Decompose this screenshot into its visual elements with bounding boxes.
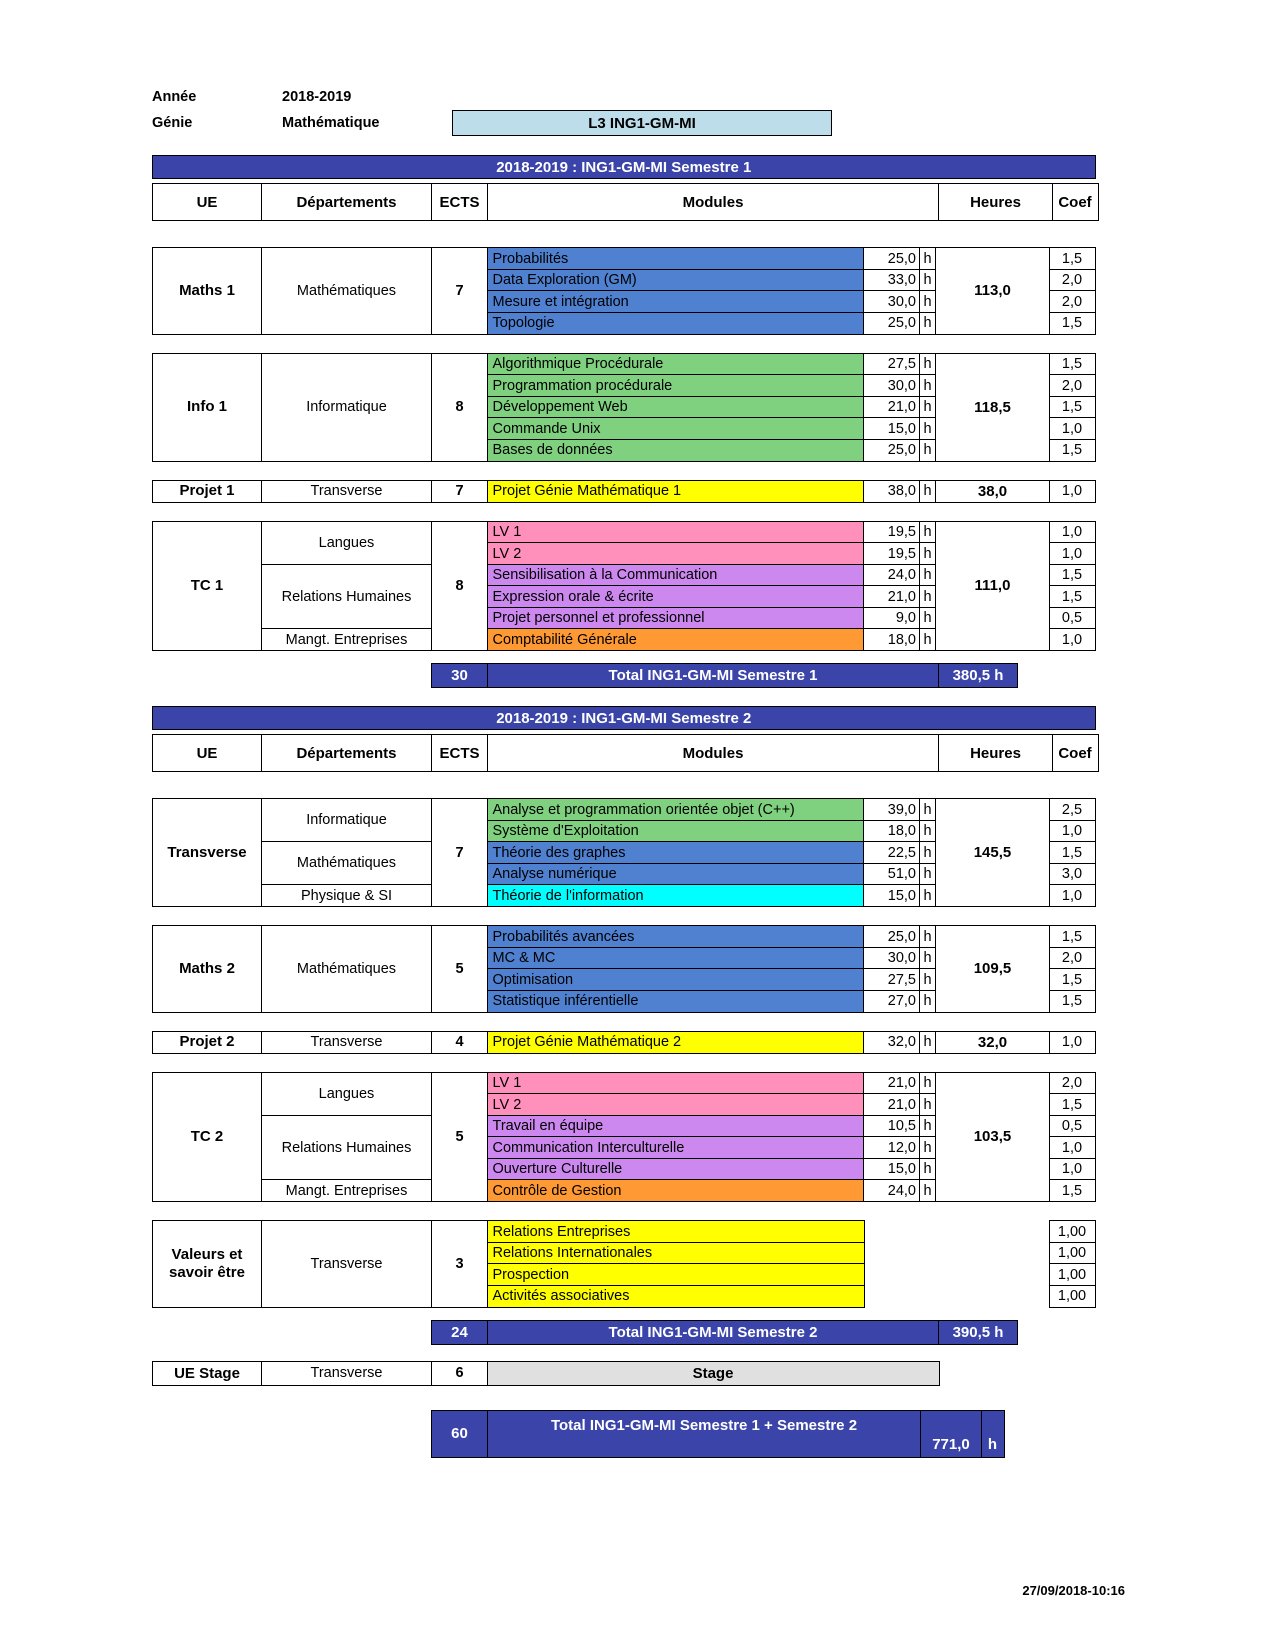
coef-cell: 2,5	[1049, 798, 1096, 821]
column-header-ue: UE	[152, 734, 262, 772]
departements-column	[261, 1031, 433, 1054]
coef-cell: 1,00	[1049, 1220, 1096, 1243]
module-hours-unit: h	[919, 863, 937, 886]
semester1-total	[431, 663, 1018, 688]
module-hours: 19,5	[863, 542, 920, 565]
departement-cell: Physique & SI	[261, 884, 433, 907]
module-name: Relations Internationales	[487, 1242, 865, 1265]
coef-column	[1049, 247, 1096, 335]
module-hours-unit: h	[919, 585, 937, 608]
departements-column	[261, 353, 433, 462]
module-hours-unit: h	[919, 1158, 937, 1181]
column-header-coef: Coef	[1052, 183, 1099, 221]
coef-cell: 1,5	[1049, 585, 1096, 608]
ects-cell: 3	[431, 1220, 488, 1308]
module-hours: 21,0	[863, 585, 920, 608]
modules-column	[487, 798, 937, 907]
module-row	[487, 628, 937, 651]
coef-cell: 1,5	[1049, 1179, 1096, 1202]
coef-column	[1049, 1072, 1096, 1203]
ects-cell: 7	[431, 480, 488, 503]
module-hours: 21,0	[863, 1072, 920, 1095]
module-hours-unit: h	[919, 417, 937, 440]
module-hours-unit: h	[919, 396, 937, 419]
coef-cell: 2,0	[1049, 1072, 1096, 1095]
coef-cell: 1,5	[1049, 312, 1096, 335]
block-total-hours: 145,5	[935, 798, 1050, 907]
module-name: Commande Unix	[487, 417, 865, 440]
ects-cell: 8	[431, 521, 488, 652]
module-hours-unit: h	[919, 374, 937, 397]
module-row	[487, 290, 937, 313]
total-hours: 390,5 h	[938, 1320, 1018, 1345]
column-header-heures: Heures	[938, 734, 1053, 772]
module-hours: 51,0	[863, 863, 920, 886]
module-row	[487, 925, 937, 948]
module-row	[487, 863, 937, 886]
grand-total-hours-unit: h	[981, 1410, 1005, 1458]
ue-name-cell: Maths 1	[152, 247, 262, 335]
coef-cell: 1,0	[1049, 542, 1096, 565]
coef-column	[1049, 798, 1096, 907]
module-row	[487, 1031, 937, 1054]
module-row	[487, 1093, 937, 1116]
coef-column	[1049, 1220, 1096, 1308]
column-header-coef: Coef	[1052, 734, 1099, 772]
coef-cell: 3,0	[1049, 863, 1096, 886]
coef-cell: 2,0	[1049, 947, 1096, 970]
ue-name-cell: Projet 1	[152, 480, 262, 503]
column-header-ue: UE	[152, 183, 262, 221]
modules-column	[487, 521, 937, 652]
module-name: Probabilités	[487, 247, 865, 270]
module-hours-unit: h	[919, 607, 937, 630]
module-row	[487, 1179, 937, 1202]
coef-cell: 1,0	[1049, 417, 1096, 440]
document-header	[152, 84, 1082, 136]
stage-row	[152, 1361, 940, 1386]
filiere-label: Génie	[152, 115, 193, 131]
module-hours: 21,0	[863, 396, 920, 419]
departement-cell: Relations Humaines	[261, 564, 433, 630]
module-name: Ouverture Culturelle	[487, 1158, 865, 1181]
module-name: Probabilités avancées	[487, 925, 865, 948]
block-total-hours: 32,0	[935, 1031, 1050, 1054]
module-row	[487, 968, 937, 991]
module-hours: 27,5	[863, 968, 920, 991]
total-label: Total ING1-GM-MI Semestre 2	[487, 1320, 940, 1345]
column-header-departements: Départements	[261, 183, 433, 221]
ue-name-cell: TC 2	[152, 1072, 262, 1203]
module-hours-unit: h	[919, 1115, 937, 1138]
semester2-total	[431, 1320, 1018, 1345]
module-row	[487, 1263, 937, 1286]
grand-total-hours: 771,0	[920, 1410, 982, 1458]
module-hours-unit: h	[919, 968, 937, 991]
departement-cell: Langues	[261, 521, 433, 566]
departement-cell: Mangt. Entreprises	[261, 1179, 433, 1202]
departements-column	[261, 521, 433, 652]
departements-column	[261, 925, 433, 1013]
module-name: Algorithmique Procédurale	[487, 353, 865, 376]
module-hours-unit: h	[919, 312, 937, 335]
module-hours-unit: h	[919, 1179, 937, 1202]
coef-cell: 1,00	[1049, 1242, 1096, 1265]
grand-total-label: Total ING1-GM-MI Semestre 1 + Semestre 2	[487, 1410, 922, 1458]
module-hours-unit: h	[919, 841, 937, 864]
ects-cell: 8	[431, 353, 488, 462]
module-row	[487, 820, 937, 843]
coef-cell: 1,0	[1049, 1136, 1096, 1159]
module-hours: 30,0	[863, 374, 920, 397]
coef-cell: 2,0	[1049, 374, 1096, 397]
module-hours-unit: h	[919, 521, 937, 544]
module-hours-unit: h	[919, 564, 937, 587]
coef-cell: 1,0	[1049, 884, 1096, 907]
module-row	[487, 521, 937, 544]
stage-label: Stage	[487, 1361, 940, 1386]
departement-cell: Mathématiques	[261, 841, 433, 886]
module-hours: 32,0	[863, 1031, 920, 1054]
module-hours-unit: h	[919, 1093, 937, 1116]
module-row	[487, 1285, 937, 1308]
coef-cell: 0,5	[1049, 1115, 1096, 1138]
block-total-hours	[935, 1220, 1050, 1308]
semester2-band: 2018-2019 : ING1-GM-MI Semestre 2	[152, 706, 1096, 730]
module-name: Développement Web	[487, 396, 865, 419]
module-hours-unit: h	[919, 439, 937, 462]
coef-cell: 1,00	[1049, 1263, 1096, 1286]
print-timestamp: 27/09/2018-10:16	[1022, 1583, 1125, 1598]
coef-cell: 1,5	[1049, 990, 1096, 1013]
departement-cell: Relations Humaines	[261, 1115, 433, 1181]
coef-cell: 1,5	[1049, 247, 1096, 270]
departements-column	[261, 480, 433, 503]
coef-column	[1049, 353, 1096, 462]
module-hours: 19,5	[863, 521, 920, 544]
module-hours: 9,0	[863, 607, 920, 630]
ue-block	[152, 1072, 1096, 1203]
module-row	[487, 585, 937, 608]
module-name: Théorie de l'information	[487, 884, 865, 907]
total-ects: 24	[431, 1320, 488, 1345]
semester2-column-headers	[152, 734, 1099, 772]
module-hours: 21,0	[863, 1093, 920, 1116]
module-row	[487, 247, 937, 270]
semester1-band: 2018-2019 : ING1-GM-MI Semestre 1	[152, 155, 1096, 179]
module-hours-unit: h	[919, 542, 937, 565]
semester1-column-headers	[152, 183, 1099, 221]
departement-cell: Mathématiques	[261, 925, 433, 1013]
block-total-hours: 113,0	[935, 247, 1050, 335]
coef-cell: 2,0	[1049, 269, 1096, 292]
module-row	[487, 374, 937, 397]
module-hours: 27,0	[863, 990, 920, 1013]
module-row	[487, 564, 937, 587]
module-name: Théorie des graphes	[487, 841, 865, 864]
module-hours: 25,0	[863, 247, 920, 270]
module-row	[487, 990, 937, 1013]
module-hours: 15,0	[863, 417, 920, 440]
departements-column	[261, 247, 433, 335]
ue-block	[152, 480, 1096, 503]
module-row	[487, 417, 937, 440]
stage-ects: 6	[431, 1361, 488, 1386]
module-name: LV 1	[487, 1072, 865, 1095]
ue-block	[152, 353, 1096, 462]
grand-total-ects: 60	[431, 1410, 488, 1458]
module-hours-unit: h	[919, 1136, 937, 1159]
module-hours: 27,5	[863, 353, 920, 376]
module-name: Bases de données	[487, 439, 865, 462]
block-total-hours: 38,0	[935, 480, 1050, 503]
ects-cell: 7	[431, 247, 488, 335]
column-header-modules: Modules	[487, 734, 940, 772]
coef-cell: 1,0	[1049, 628, 1096, 651]
module-hours: 25,0	[863, 312, 920, 335]
filiere-value: Mathématique	[282, 115, 380, 131]
block-total-hours: 103,5	[935, 1072, 1050, 1203]
modules-column	[487, 1031, 937, 1054]
column-header-ects: ECTS	[431, 183, 488, 221]
modules-column	[487, 1072, 937, 1203]
module-name: LV 1	[487, 521, 865, 544]
annee-value: 2018-2019	[282, 89, 352, 105]
departement-cell: Transverse	[261, 1220, 433, 1308]
module-name: Analyse numérique	[487, 863, 865, 886]
modules-column	[487, 247, 937, 335]
ue-name-cell: Maths 2	[152, 925, 262, 1013]
ue-block	[152, 521, 1096, 652]
module-row	[487, 607, 937, 630]
column-header-ects: ECTS	[431, 734, 488, 772]
module-hours-unit: h	[919, 798, 937, 821]
coef-cell: 1,5	[1049, 564, 1096, 587]
module-name: Système d'Exploitation	[487, 820, 865, 843]
coef-cell: 1,0	[1049, 820, 1096, 843]
module-hours: 24,0	[863, 1179, 920, 1202]
module-name: Data Exploration (GM)	[487, 269, 865, 292]
module-row	[487, 353, 937, 376]
coef-cell: 1,5	[1049, 1093, 1096, 1116]
module-hours-unit: h	[919, 247, 937, 270]
modules-column	[487, 1220, 937, 1308]
module-name: Projet Génie Mathématique 2	[487, 1031, 865, 1054]
modules-column	[487, 925, 937, 1013]
module-name: Travail en équipe	[487, 1115, 865, 1138]
module-hours: 39,0	[863, 798, 920, 821]
ects-cell: 4	[431, 1031, 488, 1054]
coef-cell: 1,0	[1049, 1158, 1096, 1181]
ects-cell: 5	[431, 925, 488, 1013]
coef-cell: 1,5	[1049, 968, 1096, 991]
modules-column	[487, 480, 937, 503]
departement-cell: Transverse	[261, 1031, 433, 1054]
coef-cell: 1,0	[1049, 521, 1096, 544]
module-row	[487, 269, 937, 292]
ue-block	[152, 798, 1096, 907]
module-hours-unit: h	[919, 990, 937, 1013]
module-name: Activités associatives	[487, 1285, 865, 1308]
column-header-heures: Heures	[938, 183, 1053, 221]
ue-block	[152, 1031, 1096, 1054]
coef-cell: 2,0	[1049, 290, 1096, 313]
module-row	[487, 1136, 937, 1159]
ue-name-cell: Projet 2	[152, 1031, 262, 1054]
module-hours: 15,0	[863, 884, 920, 907]
departements-column	[261, 798, 433, 907]
module-name: Statistique inférentielle	[487, 990, 865, 1013]
ects-cell: 5	[431, 1072, 488, 1203]
module-name: Projet personnel et professionnel	[487, 607, 865, 630]
module-hours-unit: h	[919, 1031, 937, 1054]
module-row	[487, 841, 937, 864]
coef-column	[1049, 925, 1096, 1013]
module-name: Relations Entreprises	[487, 1220, 865, 1243]
ue-name-cell: TC 1	[152, 521, 262, 652]
module-name: Programmation procédurale	[487, 374, 865, 397]
coef-cell: 1,5	[1049, 353, 1096, 376]
module-hours-unit: h	[919, 925, 937, 948]
departements-column	[261, 1220, 433, 1308]
module-hours: 38,0	[863, 480, 920, 503]
coef-cell: 1,5	[1049, 439, 1096, 462]
coef-cell: 1,0	[1049, 480, 1096, 503]
module-row	[487, 1220, 937, 1243]
module-name: LV 2	[487, 1093, 865, 1116]
module-row	[487, 798, 937, 821]
grand-total	[431, 1410, 1005, 1458]
module-row	[487, 884, 937, 907]
total-label: Total ING1-GM-MI Semestre 1	[487, 663, 940, 688]
ue-block	[152, 247, 1096, 335]
coef-cell: 0,5	[1049, 607, 1096, 630]
module-name: Optimisation	[487, 968, 865, 991]
departement-cell: Transverse	[261, 480, 433, 503]
module-hours-unit: h	[919, 290, 937, 313]
departement-cell: Langues	[261, 1072, 433, 1117]
module-hours-unit: h	[919, 947, 937, 970]
module-hours-unit: h	[919, 1072, 937, 1095]
stage-departement: Transverse	[261, 1361, 433, 1386]
block-total-hours: 109,5	[935, 925, 1050, 1013]
module-hours-unit: h	[919, 628, 937, 651]
coef-column	[1049, 521, 1096, 652]
module-name: MC & MC	[487, 947, 865, 970]
ue-name-cell: Info 1	[152, 353, 262, 462]
column-header-departements: Départements	[261, 734, 433, 772]
program-title: L3 ING1-GM-MI	[452, 110, 832, 136]
module-row	[487, 1158, 937, 1181]
module-name: Sensibilisation à la Communication	[487, 564, 865, 587]
ue-name-cell: Transverse	[152, 798, 262, 907]
departement-cell: Mangt. Entreprises	[261, 628, 433, 651]
module-hours: 18,0	[863, 628, 920, 651]
ue-block	[152, 1220, 1096, 1308]
module-hours: 33,0	[863, 269, 920, 292]
module-name: Analyse et programmation orientée objet (C++)	[487, 798, 865, 821]
module-hours: 30,0	[863, 947, 920, 970]
module-name: LV 2	[487, 542, 865, 565]
module-name: Expression orale & écrite	[487, 585, 865, 608]
departement-cell: Mathématiques	[261, 247, 433, 335]
departement-cell: Informatique	[261, 798, 433, 843]
module-row	[487, 312, 937, 335]
annee-label: Année	[152, 89, 197, 105]
module-row	[487, 947, 937, 970]
ue-name-cell: Valeurs et savoir être	[152, 1220, 262, 1308]
block-total-hours: 111,0	[935, 521, 1050, 652]
coef-column	[1049, 1031, 1096, 1054]
module-row	[487, 1072, 937, 1095]
coef-column	[1049, 480, 1096, 503]
module-hours: 24,0	[863, 564, 920, 587]
coef-cell: 1,5	[1049, 841, 1096, 864]
module-hours: 30,0	[863, 290, 920, 313]
module-name: Prospection	[487, 1263, 865, 1286]
module-hours-unit: h	[919, 353, 937, 376]
module-hours-unit: h	[919, 820, 937, 843]
module-row	[487, 439, 937, 462]
modules-column	[487, 353, 937, 462]
module-hours: 25,0	[863, 925, 920, 948]
ects-cell: 7	[431, 798, 488, 907]
block-total-hours: 118,5	[935, 353, 1050, 462]
module-hours: 25,0	[863, 439, 920, 462]
module-hours: 22,5	[863, 841, 920, 864]
module-row	[487, 1115, 937, 1138]
module-name: Comptabilité Générale	[487, 628, 865, 651]
coef-cell: 1,5	[1049, 396, 1096, 419]
ue-block	[152, 925, 1096, 1013]
coef-cell: 1,5	[1049, 925, 1096, 948]
module-name: Projet Génie Mathématique 1	[487, 480, 865, 503]
module-hours: 18,0	[863, 820, 920, 843]
module-hours-unit: h	[919, 884, 937, 907]
module-row	[487, 542, 937, 565]
column-header-modules: Modules	[487, 183, 940, 221]
departements-column	[261, 1072, 433, 1203]
stage-ue: UE Stage	[152, 1361, 262, 1386]
module-row	[487, 396, 937, 419]
header-row-year	[152, 84, 1082, 110]
module-name: Topologie	[487, 312, 865, 335]
module-row	[487, 1242, 937, 1265]
module-hours-unit: h	[919, 480, 937, 503]
total-hours: 380,5 h	[938, 663, 1018, 688]
module-hours: 15,0	[863, 1158, 920, 1181]
module-name: Contrôle de Gestion	[487, 1179, 865, 1202]
module-name: Communication Interculturelle	[487, 1136, 865, 1159]
module-hours: 10,5	[863, 1115, 920, 1138]
departement-cell: Informatique	[261, 353, 433, 462]
module-hours-unit: h	[919, 269, 937, 292]
coef-cell: 1,0	[1049, 1031, 1096, 1054]
module-hours: 12,0	[863, 1136, 920, 1159]
header-row-program	[152, 110, 1082, 136]
total-ects: 30	[431, 663, 488, 688]
coef-cell: 1,00	[1049, 1285, 1096, 1308]
module-row	[487, 480, 937, 503]
module-name: Mesure et intégration	[487, 290, 865, 313]
